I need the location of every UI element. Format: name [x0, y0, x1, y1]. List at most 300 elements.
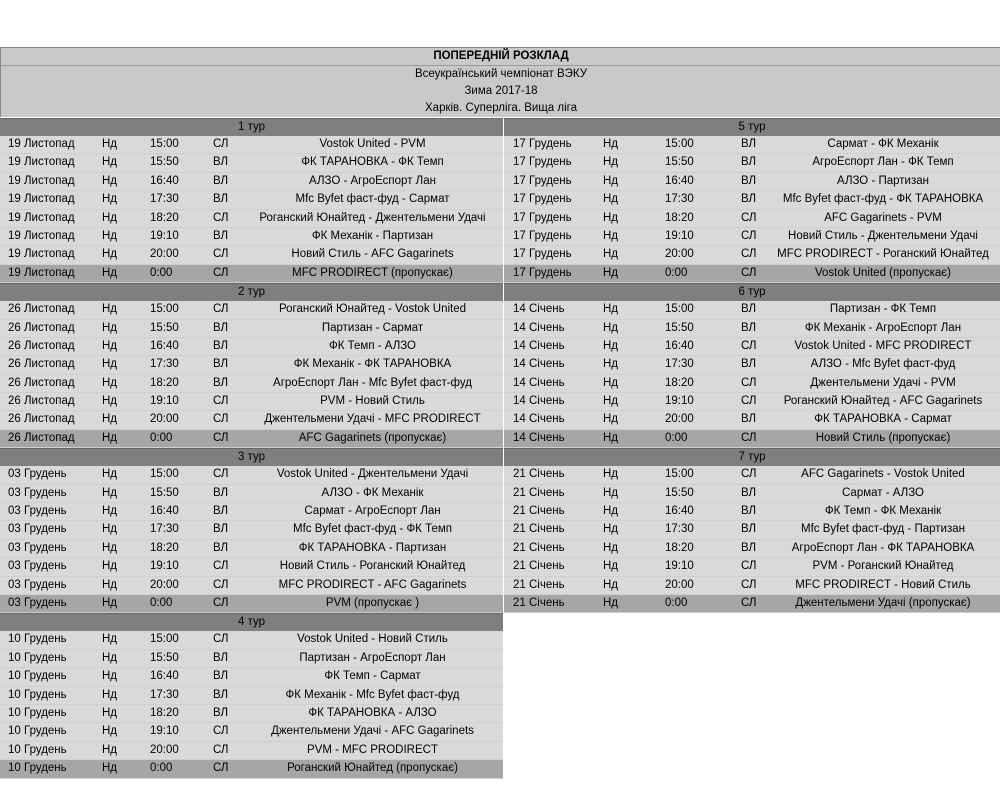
match-row	[0, 668, 503, 686]
match-date: 21 Січень	[513, 596, 565, 609]
match-league: ВЛ	[213, 376, 229, 389]
match-day: Нд	[102, 541, 118, 554]
match-teams: Роганский Юнайтед - Vostok United	[278, 303, 467, 316]
match-row	[0, 631, 503, 649]
match-time: 20:00	[150, 413, 179, 426]
match-day: Нд	[102, 266, 118, 279]
match-teams: АЛЗО - АгроЕспорт Лан	[309, 174, 436, 187]
match-day: Нд	[102, 211, 118, 224]
match-row	[0, 320, 503, 338]
match-league: СЛ	[213, 303, 229, 316]
match-teams: Новий Стиль - Джентельмени Удачі	[788, 229, 978, 242]
match-time: 15:00	[150, 138, 179, 150]
match-date: 21 Січень	[513, 541, 565, 554]
match-day: Нд	[603, 486, 619, 499]
round-header: 3 тур	[0, 448, 503, 466]
match-time: 20:00	[665, 248, 694, 261]
match-row	[504, 154, 1000, 172]
match-day: Нд	[603, 523, 619, 536]
match-day: Нд	[102, 248, 118, 261]
match-time: 16:40	[665, 339, 694, 352]
match-row	[0, 136, 503, 154]
bye-row	[0, 430, 503, 448]
match-time: 15:00	[150, 303, 179, 316]
match-teams: AFC Gagarinets (пропускає)	[298, 431, 447, 444]
match-day: Нд	[102, 578, 118, 591]
match-league: ВЛ	[213, 541, 229, 554]
match-day: Нд	[102, 376, 118, 389]
match-day: Нд	[102, 156, 118, 169]
match-date: 03 Грудень	[8, 505, 67, 518]
match-teams: MFC PRODIRECT (пропускає)	[292, 266, 453, 279]
match-day: Нд	[102, 321, 118, 334]
match-date: 21 Січень	[513, 523, 565, 536]
match-time: 18:20	[665, 211, 694, 224]
match-teams: ФК Механік - АгроЕспорт Лан	[804, 321, 962, 334]
match-date: 17 Грудень	[513, 248, 572, 261]
match-date: 14 Січень	[513, 358, 565, 371]
match-day: Нд	[603, 431, 619, 444]
match-time: 17:30	[150, 193, 179, 206]
match-date: 21 Січень	[513, 578, 565, 591]
match-time: 20:00	[150, 743, 179, 756]
match-day: Нд	[102, 725, 118, 738]
match-row	[504, 173, 1000, 191]
match-teams: Партизан - АгроЕспорт Лан	[299, 651, 446, 664]
match-day: Нд	[102, 339, 118, 352]
match-day: Нд	[102, 651, 118, 664]
match-date: 17 Грудень	[513, 174, 572, 187]
match-time: 18:20	[150, 211, 179, 224]
match-date: 17 Грудень	[513, 156, 572, 169]
match-time: 0:00	[665, 266, 688, 279]
match-row	[504, 136, 1000, 154]
match-day: Нд	[102, 229, 118, 242]
match-row	[504, 210, 1000, 228]
round-header: 5 тур	[504, 118, 1000, 136]
match-row	[0, 650, 503, 668]
match-date: 21 Січень	[513, 560, 565, 573]
match-time: 16:40	[150, 339, 179, 352]
bye-row	[0, 265, 503, 283]
match-date: 14 Січень	[513, 339, 565, 352]
match-row	[0, 210, 503, 228]
match-day: Нд	[603, 193, 619, 206]
match-row	[504, 338, 1000, 356]
match-time: 18:20	[150, 376, 179, 389]
match-league: ВЛ	[213, 321, 229, 334]
match-row	[0, 577, 503, 595]
match-row	[504, 485, 1000, 503]
right-schedule-column	[504, 118, 1000, 613]
match-date: 26 Листопад	[8, 413, 75, 426]
match-date: 03 Грудень	[8, 486, 67, 499]
match-day: Нд	[102, 486, 118, 499]
match-time: 16:40	[150, 670, 179, 683]
match-league: ВЛ	[213, 193, 229, 206]
match-date: 14 Січень	[513, 303, 565, 316]
match-time: 20:00	[665, 413, 694, 426]
match-teams: Vostok United - Джентельмени Удачі	[276, 468, 469, 481]
match-day: Нд	[603, 541, 619, 554]
match-teams: АгроЕспорт Лан - ФК Темп	[812, 156, 954, 169]
match-day: Нд	[102, 413, 118, 426]
match-day: Нд	[603, 395, 619, 408]
match-time: 16:40	[665, 505, 694, 518]
match-day: Нд	[603, 266, 619, 279]
match-row	[0, 521, 503, 539]
match-date: 26 Листопад	[8, 339, 75, 352]
match-league: ВЛ	[741, 138, 757, 150]
match-date: 17 Грудень	[513, 229, 572, 242]
match-row	[504, 375, 1000, 393]
match-date: 10 Грудень	[8, 651, 67, 664]
match-league: ВЛ	[213, 523, 229, 536]
match-league: ВЛ	[741, 156, 757, 169]
match-row	[504, 558, 1000, 576]
match-row	[504, 540, 1000, 558]
match-league: СЛ	[741, 211, 757, 224]
round-header: 4 тур	[0, 613, 503, 631]
match-time: 17:30	[665, 193, 694, 206]
match-row	[0, 558, 503, 576]
match-date: 14 Січень	[513, 321, 565, 334]
match-date: 10 Грудень	[8, 743, 67, 756]
match-date: 19 Листопад	[8, 211, 75, 224]
match-row	[0, 246, 503, 264]
match-row	[0, 173, 503, 191]
match-league: ВЛ	[741, 174, 757, 187]
match-row	[504, 246, 1000, 264]
match-teams: Vostok United (пропускає)	[815, 266, 951, 279]
match-day: Нд	[603, 321, 619, 334]
match-teams: ФК Механік - Партизан	[311, 229, 434, 242]
match-teams: Джентельмени Удачі - MFC PRODIRECT	[264, 413, 481, 426]
match-day: Нд	[603, 358, 619, 371]
match-teams: Роганский Юнайтед - AFC Gagarinets	[783, 395, 983, 408]
match-day: Нд	[102, 193, 118, 206]
match-teams: Партизан - Сармат	[321, 321, 424, 334]
round-header: 6 тур	[504, 283, 1000, 301]
match-day: Нд	[603, 229, 619, 242]
match-row	[0, 687, 503, 705]
match-league: СЛ	[741, 468, 757, 481]
match-day: Нд	[102, 706, 118, 719]
match-league: СЛ	[741, 596, 757, 609]
match-date: 26 Листопад	[8, 376, 75, 389]
match-teams: AFC Gagarinets - Vostok United	[801, 468, 965, 481]
match-day: Нд	[102, 762, 118, 775]
match-day: Нд	[102, 560, 118, 573]
round-header: 7 тур	[504, 448, 1000, 466]
bye-row	[0, 760, 503, 778]
match-teams: Сармат - АгроЕспорт Лан	[304, 505, 441, 518]
schedule-header	[0, 47, 1000, 117]
match-row	[0, 393, 503, 411]
match-row	[504, 301, 1000, 319]
match-date: 19 Листопад	[8, 229, 75, 242]
match-league: СЛ	[213, 468, 229, 481]
match-teams: Джентельмени Удачі (пропускає)	[795, 596, 971, 609]
match-date: 26 Листопад	[8, 431, 75, 444]
match-time: 18:20	[150, 541, 179, 554]
match-league: СЛ	[741, 578, 757, 591]
match-row	[504, 393, 1000, 411]
match-league: ВЛ	[741, 523, 757, 536]
round-header: 1 тур	[0, 118, 503, 136]
match-teams: ФК ТАРАНОВКА - Партизан	[298, 541, 447, 554]
league-label: Харків. Суперліга. Вища ліга	[425, 102, 577, 114]
match-row	[0, 301, 503, 319]
match-day: Нд	[102, 688, 118, 701]
match-time: 17:30	[150, 358, 179, 371]
match-teams: PVM - Роганский Юнайтед	[812, 560, 954, 573]
match-date: 03 Грудень	[8, 560, 67, 573]
match-date: 03 Грудень	[8, 523, 67, 536]
match-day: Нд	[603, 413, 619, 426]
match-time: 0:00	[150, 266, 173, 279]
round-header: 2 тур	[0, 283, 503, 301]
match-day: Нд	[102, 138, 118, 150]
match-league: СЛ	[213, 560, 229, 573]
match-date: 03 Грудень	[8, 596, 67, 609]
match-day: Нд	[603, 156, 619, 169]
match-teams: Сармат - ФК Механік	[827, 138, 939, 150]
match-row	[0, 191, 503, 209]
match-time: 15:00	[665, 303, 694, 316]
match-time: 0:00	[150, 596, 173, 609]
match-date: 17 Грудень	[513, 138, 572, 150]
match-teams: Джентельмени Удачі - AFC Gagarinets	[271, 725, 474, 738]
match-teams: MFC PRODIRECT - Новий Стиль	[795, 578, 971, 591]
match-time: 15:50	[150, 486, 179, 499]
match-teams: АЛЗО - Mfc Byfet фаст-фуд	[810, 358, 956, 371]
match-time: 19:10	[150, 560, 179, 573]
match-time: 20:00	[665, 578, 694, 591]
match-time: 0:00	[665, 596, 688, 609]
match-date: 10 Грудень	[8, 706, 67, 719]
match-league: СЛ	[741, 339, 757, 352]
match-date: 19 Листопад	[8, 174, 75, 187]
match-row	[504, 320, 1000, 338]
match-league: СЛ	[741, 248, 757, 261]
match-teams: Mfc Byfet фаст-фуд - Партизан	[801, 523, 965, 536]
match-day: Нд	[102, 523, 118, 536]
bye-row	[504, 430, 1000, 448]
match-league: ВЛ	[741, 358, 757, 371]
match-date: 03 Грудень	[8, 578, 67, 591]
match-league: СЛ	[213, 633, 229, 646]
match-row	[0, 705, 503, 723]
match-day: Нд	[603, 174, 619, 187]
match-time: 16:40	[150, 174, 179, 187]
match-row	[0, 411, 503, 429]
match-day: Нд	[102, 743, 118, 756]
match-time: 15:50	[665, 486, 694, 499]
bye-row	[0, 595, 503, 613]
match-time: 15:00	[665, 138, 694, 150]
match-time: 0:00	[150, 431, 173, 444]
match-league: СЛ	[213, 596, 229, 609]
match-teams: АгроЕспорт Лан - Mfc Byfet фаст-фуд	[273, 376, 472, 389]
match-date: 19 Листопад	[8, 266, 75, 279]
match-teams: Джентельмени Удачі - PVM	[810, 376, 956, 389]
match-date: 10 Грудень	[8, 670, 67, 683]
match-row	[504, 228, 1000, 246]
match-time: 19:10	[150, 395, 179, 408]
match-day: Нд	[102, 670, 118, 683]
match-date: 26 Листопад	[8, 321, 75, 334]
match-row	[0, 375, 503, 393]
match-time: 17:30	[665, 358, 694, 371]
match-teams: ФК ТАРАНОВКА - АЛЗО	[308, 706, 437, 719]
match-row	[504, 356, 1000, 374]
match-teams: АЛЗО - Партизан	[837, 174, 929, 187]
match-league: СЛ	[741, 229, 757, 242]
match-date: 14 Січень	[513, 413, 565, 426]
match-date: 17 Грудень	[513, 211, 572, 224]
match-teams: AFC Gagarinets - PVM	[824, 211, 942, 224]
match-league: ВЛ	[213, 670, 229, 683]
match-league: СЛ	[741, 376, 757, 389]
match-league: ВЛ	[741, 486, 757, 499]
match-date: 10 Грудень	[8, 762, 67, 775]
match-date: 03 Грудень	[8, 468, 67, 481]
match-teams: Mfc Byfet фаст-фуд - ФК Темп	[292, 523, 452, 536]
match-teams: Vostok United - Новий Стиль	[297, 633, 448, 646]
match-league: СЛ	[213, 743, 229, 756]
match-league: СЛ	[213, 138, 229, 150]
match-row	[0, 742, 503, 760]
match-teams: Mfc Byfet фаст-фуд - ФК ТАРАНОВКА	[782, 193, 984, 206]
match-league: ВЛ	[213, 174, 229, 187]
bye-row	[504, 265, 1000, 283]
match-teams: Новий Стиль (пропускає)	[815, 431, 951, 444]
match-league: СЛ	[213, 248, 229, 261]
match-date: 17 Грудень	[513, 193, 572, 206]
match-teams: ФК Темп - Сармат	[324, 670, 421, 683]
match-date: 14 Січень	[513, 395, 565, 408]
match-date: 19 Листопад	[8, 193, 75, 206]
match-teams: Роганский Юнайтед (пропускає)	[287, 762, 458, 775]
match-teams: MFC PRODIRECT - AFC Gagarinets	[278, 578, 467, 591]
match-day: Нд	[102, 395, 118, 408]
championship-name: Всеукраїнський чемпіонат ВЭКУ	[414, 68, 588, 80]
match-day: Нд	[102, 431, 118, 444]
match-teams: ФК ТАРАНОВКА - Сармат	[814, 413, 952, 426]
match-teams: Новий Стиль - Роганский Юнайтед	[279, 560, 466, 573]
match-row	[0, 466, 503, 484]
bye-row	[504, 595, 1000, 613]
match-day: Нд	[603, 505, 619, 518]
match-teams: ФК Темп - ФК Механік	[824, 505, 942, 518]
match-day: Нд	[102, 174, 118, 187]
match-row	[0, 338, 503, 356]
match-league: ВЛ	[213, 339, 229, 352]
match-day: Нд	[603, 248, 619, 261]
match-time: 15:50	[150, 651, 179, 664]
match-league: ВЛ	[741, 321, 757, 334]
match-row	[0, 503, 503, 521]
match-time: 19:10	[665, 560, 694, 573]
match-teams: Vostok United - MFC PRODIRECT	[794, 339, 972, 352]
left-schedule-column	[0, 118, 503, 779]
match-league: СЛ	[213, 395, 229, 408]
match-day: Нд	[603, 211, 619, 224]
match-day: Нд	[603, 596, 619, 609]
match-date: 10 Грудень	[8, 688, 67, 701]
match-teams: PVM (пропускає )	[325, 596, 420, 609]
match-teams: MFC PRODIRECT - Роганский Юнайтед	[777, 248, 989, 261]
match-day: Нд	[603, 560, 619, 573]
match-row	[504, 411, 1000, 429]
match-teams: Mfc Byfet фаст-фуд - Сармат	[295, 193, 450, 206]
match-day: Нд	[603, 303, 619, 316]
match-date: 14 Січень	[513, 376, 565, 389]
match-date: 21 Січень	[513, 468, 565, 481]
match-day: Нд	[102, 303, 118, 316]
match-league: ВЛ	[213, 505, 229, 518]
match-teams: ФК Механік - ФК ТАРАНОВКА	[293, 358, 452, 371]
match-day: Нд	[102, 633, 118, 646]
match-date: 19 Листопад	[8, 156, 75, 169]
match-day: Нд	[603, 578, 619, 591]
match-league: СЛ	[213, 725, 229, 738]
match-teams: Партизан - ФК Темп	[829, 303, 937, 316]
match-date: 26 Листопад	[8, 395, 75, 408]
match-league: ВЛ	[213, 358, 229, 371]
match-league: СЛ	[213, 762, 229, 775]
match-time: 15:50	[150, 321, 179, 334]
match-row	[0, 228, 503, 246]
match-time: 16:40	[150, 505, 179, 518]
match-league: ВЛ	[213, 651, 229, 664]
match-league: СЛ	[213, 413, 229, 426]
match-league: ВЛ	[741, 505, 757, 518]
match-date: 10 Грудень	[8, 633, 67, 646]
match-league: ВЛ	[213, 486, 229, 499]
match-time: 15:50	[150, 156, 179, 169]
match-time: 17:30	[150, 688, 179, 701]
match-teams: Vostok United - PVM	[319, 138, 426, 150]
match-league: ВЛ	[741, 413, 757, 426]
match-time: 18:20	[150, 706, 179, 719]
match-row	[0, 356, 503, 374]
match-league: СЛ	[213, 266, 229, 279]
match-league: СЛ	[213, 431, 229, 444]
match-date: 26 Листопад	[8, 358, 75, 371]
match-teams: PVM - Новий Стиль	[320, 395, 425, 408]
match-day: Нд	[102, 505, 118, 518]
match-time: 18:20	[665, 541, 694, 554]
match-teams: Новий Стиль - AFC Gagarinets	[291, 248, 454, 261]
match-day: Нд	[102, 468, 118, 481]
season-label: Зима 2017-18	[464, 85, 538, 97]
match-day: Нд	[102, 358, 118, 371]
match-date: 14 Січень	[513, 431, 565, 444]
match-time: 15:50	[665, 156, 694, 169]
match-day: Нд	[102, 596, 118, 609]
match-teams: ФК Темп - АЛЗО	[329, 339, 416, 352]
match-time: 20:00	[150, 578, 179, 591]
match-time: 15:50	[665, 321, 694, 334]
match-league: СЛ	[741, 395, 757, 408]
match-league: СЛ	[213, 578, 229, 591]
match-time: 19:10	[665, 395, 694, 408]
match-row	[0, 154, 503, 172]
match-time: 19:10	[150, 725, 179, 738]
match-time: 17:30	[150, 523, 179, 536]
